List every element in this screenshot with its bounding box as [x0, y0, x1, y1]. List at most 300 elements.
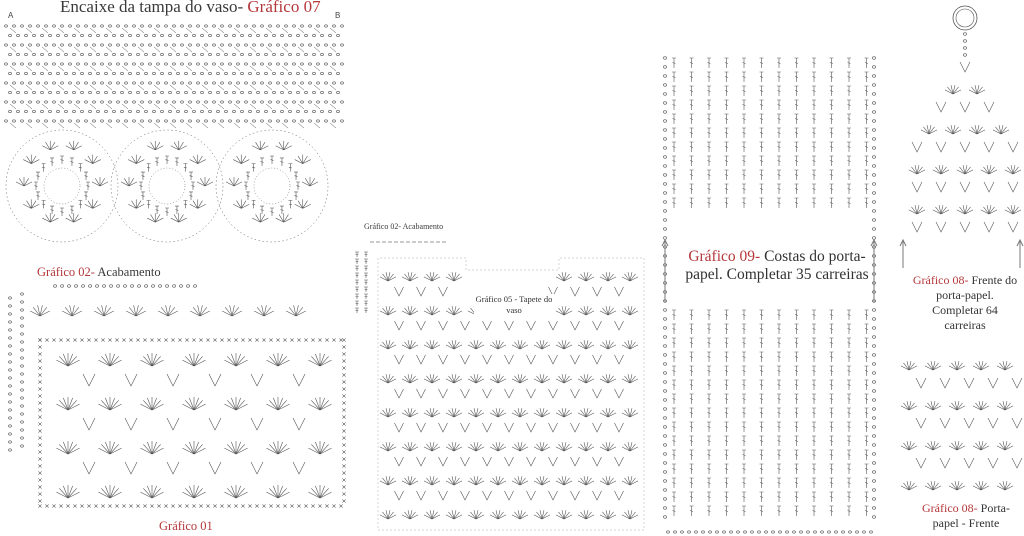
double-crochet	[244, 182, 248, 190]
chain-stitch	[125, 63, 128, 65]
slip-stitch	[186, 123, 192, 128]
chain-stitch	[21, 373, 24, 375]
shell-fan	[380, 272, 396, 281]
double-crochet	[690, 100, 694, 110]
v-stitch	[439, 491, 448, 500]
double-crochet	[280, 158, 284, 166]
double-crochet	[812, 198, 816, 208]
v-stitch	[593, 355, 602, 364]
slip-stitch	[202, 85, 208, 90]
chain-stitch	[117, 120, 120, 122]
slip-stitch	[298, 66, 304, 71]
double-crochet	[795, 352, 799, 362]
chain-stitch	[173, 44, 176, 46]
chain-stitch	[129, 110, 132, 112]
double-crochet	[865, 478, 869, 488]
chain-stitch	[69, 120, 72, 122]
slip-stitch	[266, 47, 272, 52]
shell-fan	[534, 442, 550, 451]
v-stitch	[417, 491, 426, 500]
shell-fan	[94, 305, 114, 316]
chain-stitch	[173, 63, 176, 65]
double-crochet	[795, 310, 799, 320]
chain-stitch	[663, 363, 666, 366]
chain-stitch	[161, 53, 164, 55]
shell-fan	[56, 397, 79, 410]
v-stitch	[483, 423, 492, 432]
chain-stitch	[77, 101, 80, 103]
slip-stitch	[26, 28, 32, 33]
chain-stitch	[33, 34, 36, 36]
chain-stitch	[663, 327, 666, 330]
v-stitch	[912, 182, 922, 192]
double-crochet	[707, 58, 711, 68]
shell-fan	[424, 476, 440, 485]
chain-stitch	[305, 53, 308, 55]
double-crochet	[742, 422, 746, 432]
single-crochet	[157, 338, 160, 341]
v-stitch	[571, 355, 580, 364]
single-crochet	[185, 504, 188, 507]
shell-fan	[578, 408, 594, 417]
shell-fan	[949, 441, 965, 450]
chain-stitch	[221, 25, 224, 27]
double-crochet	[795, 422, 799, 432]
shell-fan	[997, 361, 1013, 370]
v-stitch	[439, 423, 448, 432]
double-crochet	[690, 310, 694, 320]
chain-stitch	[257, 53, 260, 55]
chain-stitch	[772, 531, 775, 533]
double-crochet	[777, 366, 781, 376]
chain-stitch	[793, 531, 796, 533]
shell-fan	[578, 476, 594, 485]
double-crochet	[707, 184, 711, 194]
double-crochet	[812, 310, 816, 320]
double-crochet	[847, 128, 851, 138]
slip-stitch	[154, 85, 160, 90]
shell-fan	[490, 408, 506, 417]
double-crochet	[690, 72, 694, 82]
slip-stitch	[218, 85, 224, 90]
chain-stitch	[325, 82, 328, 84]
shell-fan	[402, 272, 418, 281]
double-crochet	[84, 192, 88, 200]
double-crochet	[847, 478, 851, 488]
slip-stitch	[250, 123, 256, 128]
double-crochet	[78, 200, 82, 208]
single-crochet	[115, 338, 118, 341]
slip-stitch	[10, 66, 16, 71]
v-stitch	[395, 287, 404, 296]
chain-stitch	[25, 34, 28, 36]
chain-stitch	[872, 336, 875, 339]
chain-stitch	[786, 531, 789, 533]
single-crochet	[38, 499, 41, 502]
double-crochet	[865, 422, 869, 432]
shell-fan	[578, 510, 594, 519]
chain-stitch	[301, 25, 304, 27]
chain-stitch	[9, 72, 12, 74]
chain-stitch	[97, 91, 100, 93]
single-crochet	[185, 338, 188, 341]
shell-fan	[182, 441, 205, 454]
chain-stitch	[663, 318, 666, 321]
double-crochet	[742, 380, 746, 390]
chain-stitch	[53, 120, 56, 122]
double-crochet	[742, 408, 746, 418]
chain-stitch	[225, 110, 228, 112]
single-crochet	[262, 504, 265, 507]
single-crochet	[38, 352, 41, 355]
shell-fan	[997, 441, 1013, 450]
double-crochet	[165, 208, 169, 216]
chain-stitch	[297, 91, 300, 93]
chain-stitch	[173, 120, 176, 122]
double-crochet	[690, 86, 694, 96]
chain-stitch	[663, 66, 666, 69]
chain-stitch	[165, 120, 168, 122]
shell-fan	[600, 374, 616, 383]
single-crochet	[164, 338, 167, 341]
chain-stitch	[217, 53, 220, 55]
chain-stitch	[37, 44, 40, 46]
chain-stitch	[730, 531, 733, 533]
double-crochet	[795, 128, 799, 138]
slip-stitch	[10, 28, 16, 33]
double-crochet	[690, 198, 694, 208]
chain-stitch	[321, 72, 324, 74]
shell-fan	[42, 141, 58, 150]
shell-fan	[182, 353, 205, 366]
chain-stitch	[189, 101, 192, 103]
slip-stitch	[234, 66, 240, 71]
chain-stitch	[45, 63, 48, 65]
chain-stitch	[13, 82, 16, 84]
slip-stitch	[250, 104, 256, 109]
v-stitch	[940, 418, 950, 428]
shell-fan	[56, 353, 79, 366]
chain-stitch	[125, 25, 128, 27]
chain-stitch	[872, 201, 875, 204]
double-crochet	[865, 184, 869, 194]
single-crochet	[38, 464, 41, 467]
slip-stitch	[298, 85, 304, 90]
double-crochet	[690, 422, 694, 432]
shell-fan	[622, 374, 638, 383]
slip-stitch	[26, 123, 32, 128]
chain-stitch	[341, 44, 344, 46]
v-stitch	[988, 458, 998, 468]
single-crochet	[38, 504, 41, 507]
chain-stitch	[9, 34, 12, 36]
double-crochet	[672, 450, 676, 460]
v-stitch	[593, 389, 602, 398]
double-crochet	[672, 142, 676, 152]
chain-stitch	[172, 285, 175, 288]
chain-stitch	[189, 120, 192, 122]
double-crochet	[795, 506, 799, 516]
chain-stitch	[61, 44, 64, 46]
single-crochet	[94, 504, 97, 507]
chain-stitch	[49, 91, 52, 93]
double-crochet	[725, 436, 729, 446]
single-crochet	[339, 338, 342, 341]
chain-stitch	[213, 63, 216, 65]
v-stitch	[461, 389, 470, 398]
double-crochet	[795, 366, 799, 376]
chain-stitch	[269, 82, 272, 84]
chain-stitch	[165, 82, 168, 84]
single-crochet	[108, 504, 111, 507]
chain-stitch	[277, 44, 280, 46]
double-crochet	[812, 100, 816, 110]
chain-stitch	[109, 101, 112, 103]
slip-stitch	[122, 28, 128, 33]
shell-fan	[512, 442, 528, 451]
chain-stitch	[317, 101, 320, 103]
chain-stitch	[870, 531, 873, 533]
slip-stitch	[186, 28, 192, 33]
double-crochet	[777, 114, 781, 124]
shell-fan	[224, 485, 247, 498]
single-crochet	[342, 436, 345, 439]
shell-fan	[98, 353, 121, 366]
shell-fan	[424, 510, 440, 519]
chain-stitch	[737, 531, 740, 533]
double-crochet	[672, 170, 676, 180]
chain-stitch	[293, 82, 296, 84]
slip-stitch	[298, 123, 304, 128]
double-crochet	[364, 252, 368, 257]
double-crochet	[742, 506, 746, 516]
shell-fan	[973, 401, 989, 410]
slip-stitch	[330, 85, 336, 90]
shell-fan	[254, 305, 274, 316]
slip-stitch	[170, 85, 176, 90]
shell-fan	[266, 441, 289, 454]
chain-stitch	[89, 91, 92, 93]
chain-stitch	[241, 72, 244, 74]
double-crochet	[812, 492, 816, 502]
chain-stitch	[667, 531, 670, 533]
double-crochet	[865, 506, 869, 516]
double-crochet	[70, 158, 74, 166]
chain-stitch	[149, 25, 152, 27]
shell-fan	[286, 305, 306, 316]
chain-stitch	[333, 63, 336, 65]
shell-fan	[402, 306, 418, 315]
double-crochet	[830, 492, 834, 502]
v-stitch	[293, 374, 305, 386]
v-stitch	[940, 458, 950, 468]
chain-stitch	[663, 354, 666, 357]
single-crochet	[38, 387, 41, 390]
double-crochet	[865, 464, 869, 474]
shell-fan	[85, 155, 101, 164]
chain-stitch	[125, 120, 128, 122]
shell-fan	[993, 125, 1009, 134]
chain-stitch	[121, 34, 124, 36]
chain-stitch	[273, 110, 276, 112]
shell-fan	[997, 481, 1013, 490]
chain-stitch	[37, 120, 40, 122]
single-crochet	[52, 504, 55, 507]
chain-stitch	[129, 91, 132, 93]
single-crochet	[87, 504, 90, 507]
double-crochet	[725, 394, 729, 404]
double-crochet	[795, 478, 799, 488]
slip-stitch	[218, 104, 224, 109]
double-crochet	[812, 86, 816, 96]
chain-stitch	[113, 110, 116, 112]
v-stitch	[461, 457, 470, 466]
chain-stitch	[963, 33, 966, 36]
chain-stitch	[93, 101, 96, 103]
chain-stitch	[133, 63, 136, 65]
slip-stitch	[314, 123, 320, 128]
shell-fan	[925, 361, 941, 370]
chain-stitch	[872, 138, 875, 141]
chain-stitch	[189, 82, 192, 84]
slip-stitch	[106, 47, 112, 52]
chain-stitch	[663, 336, 666, 339]
chain-stitch	[109, 82, 112, 84]
shell-fan	[147, 213, 163, 222]
single-crochet	[248, 338, 251, 341]
chain-stitch	[97, 110, 100, 112]
chain-stitch	[333, 25, 336, 27]
single-crochet	[192, 338, 195, 341]
chain-stitch	[101, 101, 104, 103]
shell-fan	[556, 476, 572, 485]
double-crochet	[830, 324, 834, 334]
chain-stitch	[325, 101, 328, 103]
chain-stitch	[313, 72, 316, 74]
chain-stitch	[25, 91, 28, 93]
chain-stitch	[93, 82, 96, 84]
double-crochet	[742, 338, 746, 348]
v-stitch	[83, 462, 95, 474]
slip-stitch	[42, 85, 48, 90]
chart01-label: Gráfico 01	[159, 519, 213, 533]
v-stitch	[936, 102, 946, 112]
chain-stitch	[45, 25, 48, 27]
double-crochet	[830, 198, 834, 208]
single-crochet	[234, 504, 237, 507]
v-stitch	[916, 418, 926, 428]
chain-stitch	[185, 34, 188, 36]
chain-stitch	[133, 25, 136, 27]
double-crochet	[760, 72, 764, 82]
single-crochet	[101, 338, 104, 341]
chain-stitch	[321, 91, 324, 93]
chain-stitch	[265, 34, 268, 36]
double-crochet	[270, 156, 274, 164]
chain-stitch	[197, 120, 200, 122]
chain-stitch	[758, 531, 761, 533]
double-crochet	[795, 492, 799, 502]
single-crochet	[213, 338, 216, 341]
chain-stitch	[141, 82, 144, 84]
double-crochet	[707, 436, 711, 446]
chain-stitch	[81, 110, 84, 112]
chain-stitch	[65, 110, 68, 112]
double-crochet	[777, 310, 781, 320]
double-crochet	[760, 114, 764, 124]
chain-stitch	[872, 183, 875, 186]
chain-stitch	[21, 389, 24, 391]
double-crochet	[742, 394, 746, 404]
chart07-title-text: Encaixe da tampa do vaso-	[60, 0, 248, 16]
chain-stitch	[872, 453, 875, 456]
double-crochet	[865, 114, 869, 124]
chain-stitch	[145, 110, 148, 112]
chain-stitch	[337, 110, 340, 112]
chain-stitch	[800, 531, 803, 533]
chain-stitch	[69, 101, 72, 103]
shell-fan	[901, 401, 917, 410]
chain-stitch	[53, 63, 56, 65]
shell-fan	[534, 340, 550, 349]
chain-stitch	[69, 44, 72, 46]
single-crochet	[241, 504, 244, 507]
v-stitch	[1012, 458, 1022, 468]
double-crochet	[847, 338, 851, 348]
slip-stitch	[266, 104, 272, 109]
chain-stitch	[663, 345, 666, 348]
shell-fan	[901, 361, 917, 370]
chain-stitch	[105, 53, 108, 55]
chain-stitch	[73, 34, 76, 36]
chain-stitch	[85, 63, 88, 65]
chain-stitch	[261, 101, 264, 103]
double-crochet	[865, 492, 869, 502]
single-crochet	[80, 504, 83, 507]
chain-stitch	[193, 91, 196, 93]
double-crochet	[355, 252, 359, 257]
shell-fan	[556, 510, 572, 519]
v-stitch	[571, 287, 580, 296]
chain-stitch	[293, 63, 296, 65]
chain-stitch	[53, 82, 56, 84]
chain-stitch	[49, 110, 52, 112]
row-direction-arrow	[1017, 240, 1023, 268]
chain-stitch	[21, 381, 24, 383]
chain-stitch	[105, 72, 108, 74]
chain-stitch	[305, 34, 308, 36]
chain-stitch	[321, 34, 324, 36]
single-crochet	[199, 338, 202, 341]
chain-stitch	[217, 110, 220, 112]
chain-stitch	[341, 82, 344, 84]
shell-fan	[512, 374, 528, 383]
chain-stitch	[285, 44, 288, 46]
double-crochet	[830, 310, 834, 320]
double-crochet	[865, 86, 869, 96]
double-crochet	[812, 170, 816, 180]
chart05-diagram	[352, 230, 652, 536]
chain-stitch	[137, 53, 140, 55]
double-crochet	[760, 436, 764, 446]
chain-stitch	[225, 91, 228, 93]
chain-stitch	[137, 110, 140, 112]
chain-stitch	[185, 91, 188, 93]
double-crochet	[189, 192, 193, 200]
double-crochet	[830, 170, 834, 180]
chain-stitch	[161, 110, 164, 112]
double-crochet	[760, 58, 764, 68]
